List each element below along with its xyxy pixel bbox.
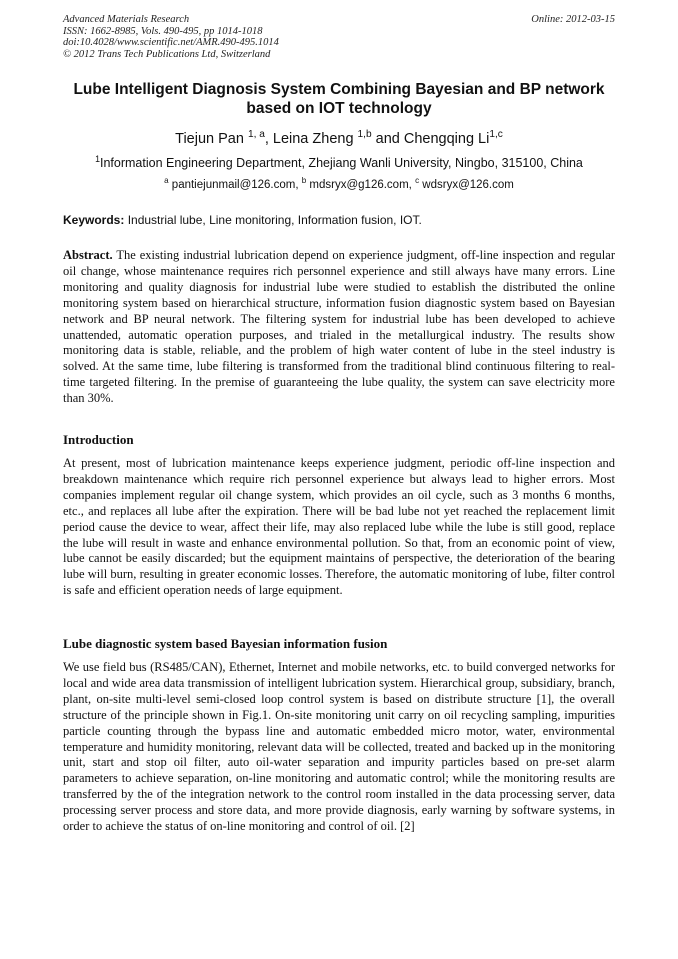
author-affiliation-mark: 1, a (247, 129, 265, 141)
doi-line: doi:10.4028/www.scientific.net/AMR.490-495.1014 (63, 37, 279, 48)
author-affiliation-mark: 1,b (357, 129, 372, 141)
abstract-label: Abstract. (63, 248, 113, 262)
copyright-line: © 2012 Trans Tech Publications Ltd, Switzerland (63, 48, 271, 60)
journal-header (63, 14, 615, 60)
abstract (63, 248, 615, 407)
online-date: Online: 2012-03-15 (531, 14, 615, 25)
paper-title: Lube Intelligent Diagnosis System Combining Bayesian and BP network based on IOT technology (73, 81, 605, 117)
email-mark: c (415, 176, 420, 186)
journal-name: Advanced Materials Research (63, 14, 190, 25)
issn-line: ISSN: 1662-8985, Vols. 490-495, pp 1014-1018 (63, 25, 263, 37)
email-address: mdsryx@g126.com, (306, 179, 416, 191)
author-affiliation-mark: 1,c (489, 129, 503, 141)
section-heading-introduction: Introduction (63, 432, 134, 447)
section-body-introduction: At present, most of lubrication maintenance keeps experience judgment, periodic off-line inspection and breakdown maintenance which require rich personnel experience but always lead to higher errors. Most companies implement regular oil change system, which provides an oil cycle, such as 3 months 6 months, etc., and replaces all lube after the expiration. There will be bad lube not yet reached the replacement limit period cause the device to wear, affect their life, may also replaced lube while the lube is still good, replace the lube will result in waste and enhance environmental pollution. So that, from an economic point of view, lube cannot be easily discarded; but the equipment maintains of perspective, the deterioration of the bearing lube will burn, resulting in greater economic losses. Therefore, the automatic monitoring of lube, filter control is safe and efficient operation needs of large equipment. (63, 456, 615, 598)
section-heading-lube-diagnostic: Lube diagnostic system based Bayesian information fusion (63, 636, 388, 651)
keywords-text: Industrial lube, Line monitoring, Information fusion, IOT. (124, 213, 422, 227)
email-address: wdsryx@126.com (419, 179, 514, 191)
keywords (63, 213, 615, 228)
author-name: Tiejun Pan (175, 131, 248, 147)
section-body-lube-diagnostic: We use field bus (RS485/CAN), Ethernet, Internet and mobile networks, etc. to build converged networks for local and wide area data transmission of intelligent lubrication system. Hierarchical group, subsidiary, branch, plant, on-site multi-level semi-closed loop control system is based on distribute structure [1], the overall structure of the principle shown in Fig.1. On-site monitoring unit carry on oil recycling sampling, impurities particle counting through the bypass line and automatic embedded micro motor, water, environmental temperature and humidity monitoring, relevant data will be collected, treated and backed up in the monitoring unit, start and stop oil filter, auto oil-water separation and impurity particles based on pre-set alarm parameters to achieve separation, on-line monitoring and automatic control; while the monitoring results are transferred by the of the integration network to the control room installed in the data processing server, data processing server process and store data, and more provide diagnosis, early warning by software systems, in order to achieve the status of on-line monitoring and control of oil. [2] (63, 660, 615, 834)
author-list (63, 130, 615, 148)
author-name: , Leina Zheng (264, 131, 358, 147)
email-address: pantiejunmail@126.com, (168, 179, 302, 191)
affiliation (63, 153, 615, 171)
affiliation-mark: 1 (95, 153, 100, 164)
email-mark: a (164, 176, 169, 186)
keywords-label: Keywords: (63, 213, 125, 227)
affiliation-text: Information Engineering Department, Zhejiang Wanli University, Ningbo, 315100, China (99, 156, 583, 170)
email-list (63, 178, 615, 192)
abstract-text: The existing industrial lubrication depend on experience judgment, off-line inspection and regular oil change, whose maintenance requires rich personnel experience and still always have many errors. Line monitoring and quality diagnosis for industrial lube were studied to establish the distributed the online monitoring system based on hierarchical structure, information fusion diagnostic system based on Bayesian network and BP neural network. The filtering system for industrial lube has been developed to achieve unattended, automatic operation purposes, and trialed in the metallurgical industry. The results show monitoring data is stable, reliable, and the problem of high water content of lube in the steel industry is solved. At the same time, lube filtering is transformed from the traditional blind continuous filtering to real-time targeted filtering. In the premise of guaranteeing the lube quality, the system can save electricity more than 30%. (63, 248, 615, 406)
email-mark: b (301, 176, 307, 186)
author-name: and Chengqing Li (371, 131, 490, 147)
